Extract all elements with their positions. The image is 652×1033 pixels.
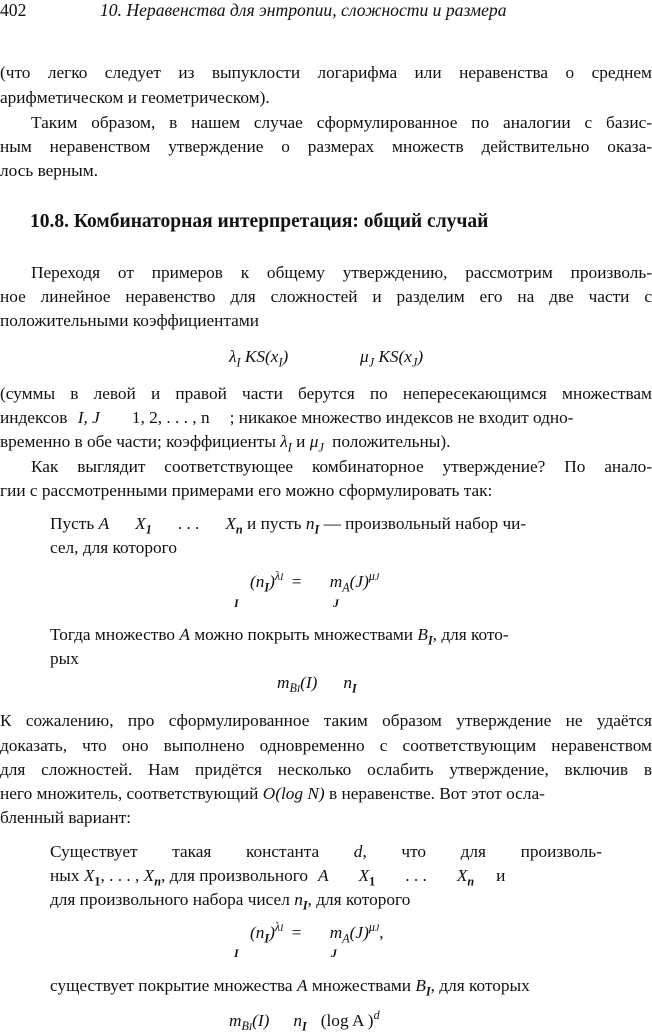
p2-line-1: Переходя от примеров к общему утверждению, рассмотрим произволь- — [31, 263, 652, 282]
q3-line-1: Существует такая константа d, что для произволь- — [50, 842, 602, 861]
formula-2-index-right: J — [333, 596, 339, 610]
q3-line-3: для произвольного набора чисел $n_I$, для которого — [50, 890, 411, 913]
p2-line-2: ное линейное неравенство для сложностей и разделим его на две части с — [0, 287, 652, 306]
p2-line-3: положительными коэффициентами — [0, 311, 260, 330]
p5-line-5: бленный вариант: — [0, 808, 132, 827]
formula-1-left: $\lambda_I$ $KS(x_I)$ — [229, 347, 289, 370]
p1-line-5: лось верным. — [0, 161, 99, 180]
p4-line-2: гии с рассмотренными примерами его можно сформулировать так: — [0, 481, 493, 500]
q3-line-2: ных $X_1$, . . . , $X_n$, для произвольного A $X_1$ . . . $X_n$ и — [50, 866, 506, 889]
p5-line-2: доказать, что оно выполнено одновременно с соответствующим неравенством — [0, 736, 652, 755]
formula-5: $m_{BI}(I)$ $n_I$ (log A )$^d$ — [229, 1008, 380, 1033]
p5-line-4: него множитель, соответствующий O(log N) в неравенстве. Вот этот осла- — [0, 784, 545, 803]
q2-line-1: Тогда множество A можно покрыть множествами $B_I$, для кото- — [50, 625, 509, 648]
running-title: 10. Неравенства для энтропии, сложности и размера — [100, 0, 507, 20]
section-title: 10.8. Комбинаторная интерпретация: общий случай — [30, 211, 489, 232]
p3-line-3: временно в обе части; коэффициенты $\lambda_I$ и $\mu_J$ положительны). — [0, 432, 451, 455]
p1-line-3: Таким образом, в нашем случае сформулированное по аналогии с базис- — [31, 113, 652, 132]
p3-line-2: индексов I, J 1, 2, . . . , n ; никакое множество индексов не входит одно- — [0, 408, 574, 427]
formula-2: $(n_I)^{\lambda I} = m_A(J)^{\mu J}$ — [250, 569, 380, 595]
formula-2-index-left: I — [234, 596, 239, 610]
formula-4-index-right: J — [331, 946, 337, 960]
formula-1-right: $\mu_J$ $KS(x_J)$ — [360, 347, 424, 370]
p1-line-4: ным неравенством утверждение о размерах множеств действительно оказа- — [0, 137, 652, 156]
formula-4-index-left: I — [234, 946, 239, 960]
p3-line-1: (суммы в левой и правой части берутся по непересекающимся множествам — [0, 384, 652, 403]
q1-line-1: Пусть A $X_1$ . . . $X_n$ и пусть $n_I$ — произвольный набор чи- — [50, 514, 527, 537]
p5-line-3: для сложностей. Нам придётся несколько ослабить утверждение, включив в — [0, 760, 652, 779]
q1-line-2: сел, для которого — [50, 538, 177, 557]
q2-line-2: рых — [50, 649, 79, 668]
q4-line: существует покрытие множества A множествами $B_I$, для которых — [50, 976, 530, 999]
formula-4: $(n_I)^{\lambda I} = m_A(J)^{\mu J}$, — [250, 920, 384, 946]
p4-line-1: Как выглядит соответствующее комбинаторное утверждение? По анало- — [31, 457, 652, 476]
formula-3: $m_{BI}(I)$ $n_I$ — [277, 673, 357, 696]
p1-line-1: (что легко следует из выпуклости логарифма или неравенства о среднем — [0, 63, 652, 82]
page-number: 402 — [0, 0, 27, 20]
p1-line-2: арифметическом и геометрическом). — [0, 88, 270, 107]
p5-line-1: К сожалению, про сформулированное таким образом утверждение не удаётся — [0, 711, 652, 730]
